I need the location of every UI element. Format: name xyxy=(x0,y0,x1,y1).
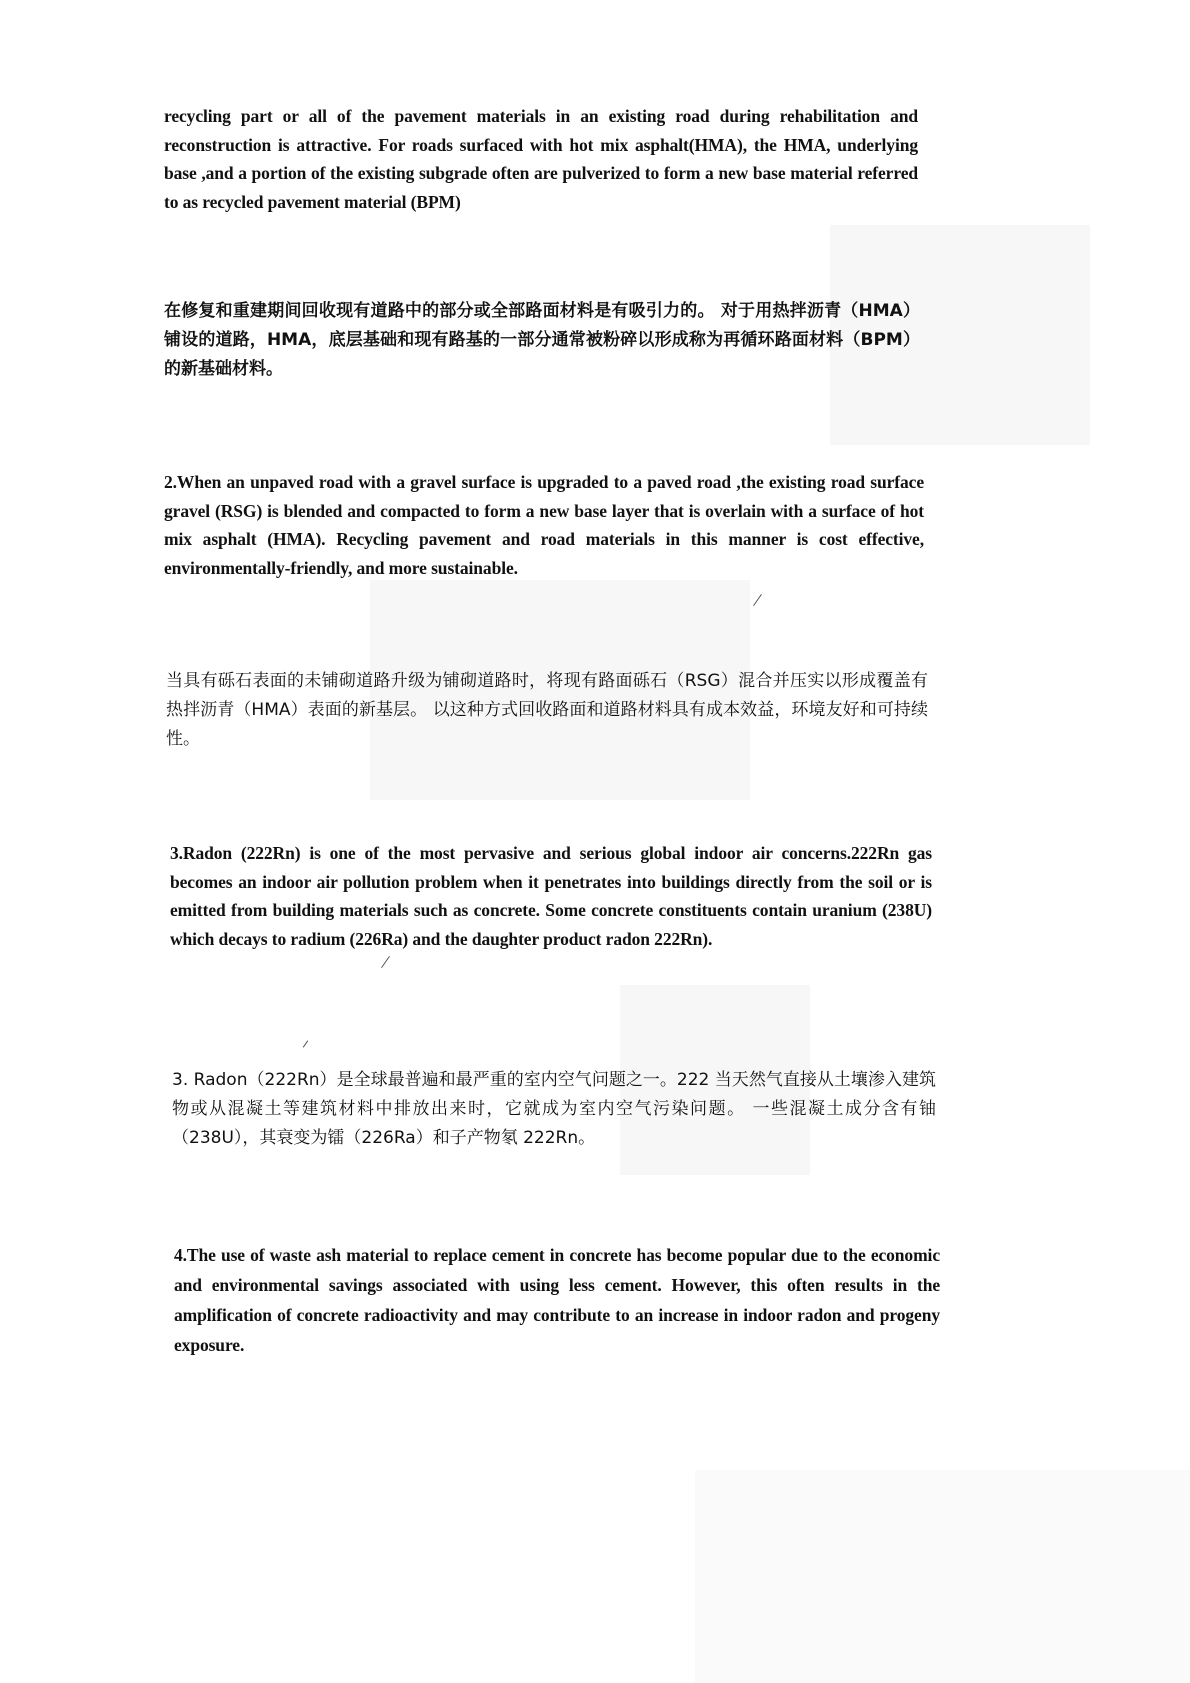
pen-mark xyxy=(381,956,390,968)
paragraph-3-chinese: 3. Radon（222Rn）是全球最普遍和最严重的室内空气问题之一。222 当天然气直接从土壤渗入建筑物或从混凝土等建筑材料中排放出来时，它就成为室内空气污染问题。 一些混凝土成分含有铀（238U），其衰变为镭（226Ra）和子产物氡 222Rn。 xyxy=(172,1070,936,1148)
paragraph-3-english: 3.Radon (222Rn) is one of the most pervasive and serious global indoor air concerns.222Rn gas becomes an indoor air pollution problem when it penetrates into buildings directly from the soil or is emitted from building materials such as concrete. Some concrete constituents contain uranium (238U) which decays to radium (226Ra) and the daughter product radon 222Rn). xyxy=(170,843,932,949)
pen-mark xyxy=(753,594,762,606)
paragraph-1-chinese: 在修复和重建期间回收现有道路中的部分或全部路面材料是有吸引力的。 对于用热拌沥青（HMA）铺设的道路，HMA，底层基础和现有路基的一部分通常被粉碎以形成称为再循环路面材料（BPM）的新基础材料。 xyxy=(164,301,920,379)
scan-shade xyxy=(695,1470,1190,1683)
paragraph-1-english: recycling part or all of the pavement materials in an existing road during rehabilitation and reconstruction is attractive. For roads surfaced with hot mix asphalt(HMA), the HMA, underlying base ,and a portion of the existing subgrade often are pulverized to form a new base material referred to as recycled pavement material (BPM) xyxy=(164,106,918,212)
pen-mark xyxy=(303,1040,308,1047)
paragraph-2-english: 2.When an unpaved road with a gravel surface is upgraded to a paved road ,the existing road surface gravel (RSG) is blended and compacted to form a new base layer that is overlain with a surface of hot mix asphalt (HMA). Recycling pavement and road materials in this manner is cost effective, environmentally-friendly, and more sustainable. xyxy=(164,472,924,578)
paragraph-4-english: 4.The use of waste ash material to replace cement in concrete has become popular due to the economic and environmental savings associated with using less cement. However, this often results in the amplification of concrete radioactivity and may contribute to an increase in indoor radon and progeny exposure. xyxy=(174,1245,940,1355)
paragraph-2-chinese: 当具有砾石表面的未铺砌道路升级为铺砌道路时，将现有路面砾石（RSG）混合并压实以形成覆盖有热拌沥青（HMA）表面的新基层。 以这种方式回收路面和道路材料具有成本效益，环境友好和可持续性。 xyxy=(166,671,928,749)
